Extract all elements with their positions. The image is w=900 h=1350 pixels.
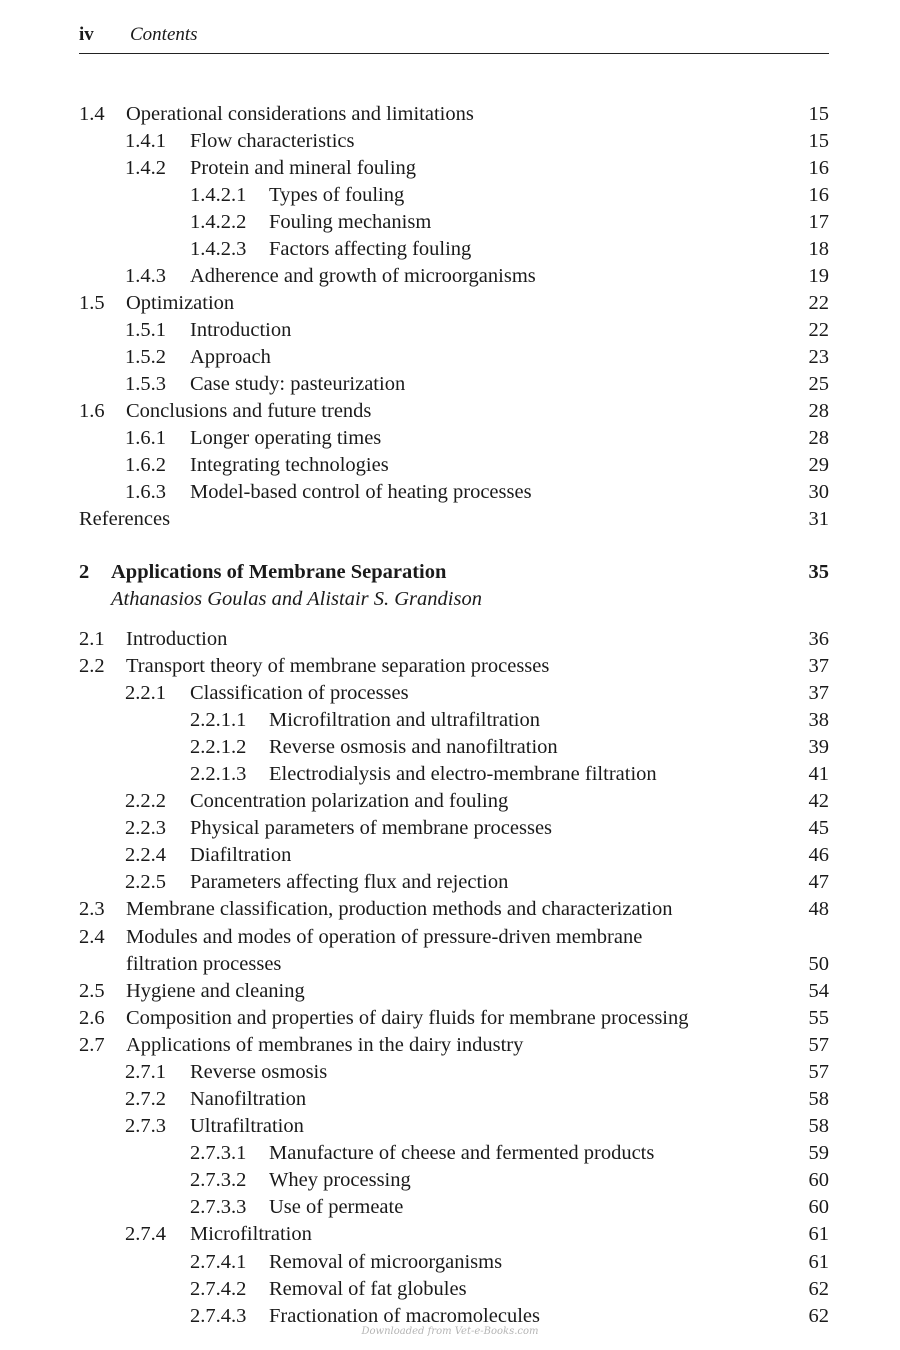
section-number: 2.2.1 [125,682,166,704]
section-number: 1.4.1 [125,130,166,152]
section-title: Applications of Membrane Separation [111,561,447,583]
toc-entry [79,896,829,923]
section-number: 2.7.4.1 [190,1251,247,1273]
page-reference: 15 [808,130,829,152]
section-number: 2.7.4 [125,1223,166,1245]
section-number: 2.7.3.1 [190,1142,247,1164]
section-title: Manufacture of cheese and fermented products [269,1142,655,1164]
page-reference: 30 [808,481,829,503]
toc-entry [79,128,829,155]
section-title: Whey processing [269,1169,411,1191]
section-title: Electrodialysis and electro-membrane filtration [269,763,657,785]
page-reference: 58 [808,1115,829,1137]
section-title: References [79,508,171,530]
page-reference: 62 [808,1305,829,1327]
page-reference: 61 [808,1223,829,1245]
section-number: 1.5.3 [125,373,166,395]
page-reference: 25 [808,373,829,395]
toc-entry [79,209,829,236]
page-reference: 22 [808,319,829,341]
section-title: Optimization [126,292,235,314]
section-number: 2.7 [79,1034,105,1056]
chapter-authors [79,586,829,613]
page-reference: 36 [808,628,829,650]
toc-entry [79,1059,829,1086]
page-reference: 31 [808,508,829,530]
section-number: 2.7.3 [125,1115,166,1137]
section-title: filtration processes [126,953,282,975]
page-reference: 58 [808,1088,829,1110]
section-title: Adherence and growth of microorganisms [190,265,536,287]
section-title: Parameters affecting flux and rejection [190,871,509,893]
page-reference: 16 [808,157,829,179]
running-header [79,22,829,54]
section-title: Introduction [126,628,228,650]
page-reference: 35 [808,561,829,583]
page-reference: 60 [808,1169,829,1191]
section-number: 2.2.2 [125,790,166,812]
section-number: 2.4 [79,926,105,948]
section-number: 1.4.2 [125,157,166,179]
section-number: 1.6 [79,400,105,422]
page-reference: 57 [808,1061,829,1083]
page-reference: 48 [808,898,829,920]
toc-entry [79,924,829,951]
section-title: Removal of fat globules [269,1278,467,1300]
section-title: Conclusions and future trends [126,400,372,422]
page-reference: 46 [808,844,829,866]
chapter-heading [79,559,829,586]
toc-entry [79,1113,829,1140]
section-title: Athanasios Goulas and Alistair S. Grandison [111,588,482,610]
toc-entry [79,263,829,290]
page-reference: 22 [808,292,829,314]
section-number: 2.2.4 [125,844,166,866]
page-reference: 37 [808,655,829,677]
section-title: Fouling mechanism [269,211,432,233]
section-number: 2 [79,561,90,583]
toc-entry [79,1167,829,1194]
page-reference: 18 [808,238,829,260]
toc-entry [79,1194,829,1221]
section-number: 2.1 [79,628,105,650]
page-reference: 41 [808,763,829,785]
page-reference: 17 [808,211,829,233]
page-reference: 47 [808,871,829,893]
page-reference: 57 [808,1034,829,1056]
page-reference: 28 [808,427,829,449]
page-reference: 15 [808,103,829,125]
section-number: 1.5.2 [125,346,166,368]
section-number: 2.3 [79,898,105,920]
toc-entry [79,1140,829,1167]
section-title: Composition and properties of dairy fluids for membrane processing [126,1007,689,1029]
section-title: Integrating technologies [190,454,389,476]
section-number: 2.2.5 [125,871,166,893]
toc-entry [79,653,829,680]
section-title: Approach [190,346,271,368]
running-title: Contents [130,24,198,45]
section-title: Nanofiltration [190,1088,307,1110]
section-number: 1.4.2.2 [190,211,247,233]
page-reference: 50 [808,953,829,975]
toc-entry [79,1249,829,1276]
section-number: 2.7.2 [125,1088,166,1110]
section-title: Classification of processes [190,682,409,704]
section-title: Hygiene and cleaning [126,980,305,1002]
section-number: 1.6.2 [125,454,166,476]
section-number: 1.4.3 [125,265,166,287]
toc-entry [79,452,829,479]
section-title: Microfiltration and ultrafiltration [269,709,540,731]
toc-entry [79,815,829,842]
section-number: 1.4.2.3 [190,238,247,260]
section-title: Applications of membranes in the dairy industry [126,1034,524,1056]
section-title: Reverse osmosis and nanofiltration [269,736,558,758]
page-reference: 23 [808,346,829,368]
toc-entry [79,1005,829,1032]
toc-entry [79,371,829,398]
section-number: 1.5.1 [125,319,166,341]
section-number: 2.2 [79,655,105,677]
page-reference: 38 [808,709,829,731]
section-number: 2.2.1.3 [190,763,247,785]
section-title: Diafiltration [190,844,292,866]
section-title: Modules and modes of operation of pressure-driven membrane [126,926,643,948]
section-number: 2.6 [79,1007,105,1029]
toc-entry [79,788,829,815]
toc-entry [79,155,829,182]
toc-entry [79,1276,829,1303]
section-title: Physical parameters of membrane processes [190,817,553,839]
toc-entry [79,1221,829,1248]
section-title: Case study: pasteurization [190,373,406,395]
page-reference: 42 [808,790,829,812]
watermark-text: Downloaded from Vet-e-Books.com [361,1326,539,1337]
section-number: 2.7.4.3 [190,1305,247,1327]
section-title: Factors affecting fouling [269,238,472,260]
section-number: 1.4 [79,103,105,125]
section-title: Use of permeate [269,1196,404,1218]
toc-entry [79,398,829,425]
section-title: Transport theory of membrane separation processes [126,655,550,677]
section-number: 1.4.2.1 [190,184,247,206]
toc-entry [79,978,829,1005]
page-reference: 60 [808,1196,829,1218]
toc-entry [79,626,829,653]
toc-entry [79,1086,829,1113]
toc-entry [79,479,829,506]
toc-entry [79,236,829,263]
page-reference: 59 [808,1142,829,1164]
page-reference: 54 [808,980,829,1002]
section-number: 1.5 [79,292,105,314]
section-number: 2.7.3.2 [190,1169,247,1191]
page-reference: 29 [808,454,829,476]
section-title: Longer operating times [190,427,382,449]
page-reference: 62 [808,1278,829,1300]
toc-entry [79,425,829,452]
toc-entry [79,842,829,869]
toc-entry [79,869,829,896]
toc-entry [79,344,829,371]
section-title: Flow characteristics [190,130,355,152]
page-reference: 19 [808,265,829,287]
section-title: Operational considerations and limitations [126,103,474,125]
toc-entry [79,317,829,344]
section-title: Model-based control of heating processes [190,481,532,503]
section-title: Types of fouling [269,184,405,206]
page-reference: 28 [808,400,829,422]
page-reference: 37 [808,682,829,704]
section-number: 2.2.3 [125,817,166,839]
section-title: Introduction [190,319,292,341]
toc-entry [79,506,829,533]
toc-entry [79,182,829,209]
toc-entry [79,290,829,317]
toc-entry [79,707,829,734]
page-reference: 16 [808,184,829,206]
section-title: Concentration polarization and fouling [190,790,509,812]
page-reference: 39 [808,736,829,758]
page-number: iv [79,24,94,45]
toc-entry [79,734,829,761]
toc-entry [79,1032,829,1059]
section-number: 1.6.1 [125,427,166,449]
section-number: 2.5 [79,980,105,1002]
toc-entry [79,761,829,788]
section-title: Reverse osmosis [190,1061,328,1083]
toc-entry [79,951,829,978]
section-title: Ultrafiltration [190,1115,304,1137]
section-number: 2.7.1 [125,1061,166,1083]
page-reference: 55 [808,1007,829,1029]
section-title: Removal of microorganisms [269,1251,503,1273]
section-number: 1.6.3 [125,481,166,503]
toc-entry [79,101,829,128]
section-title: Fractionation of macromolecules [269,1305,540,1327]
section-title: Membrane classification, production methods and characterization [126,898,673,920]
page-reference: 45 [808,817,829,839]
section-title: Protein and mineral fouling [190,157,417,179]
section-number: 2.7.4.2 [190,1278,247,1300]
section-number: 2.2.1.1 [190,709,247,731]
section-number: 2.7.3.3 [190,1196,247,1218]
section-number: 2.2.1.2 [190,736,247,758]
page-reference: 61 [808,1251,829,1273]
toc-entry [79,680,829,707]
section-title: Microfiltration [190,1223,312,1245]
